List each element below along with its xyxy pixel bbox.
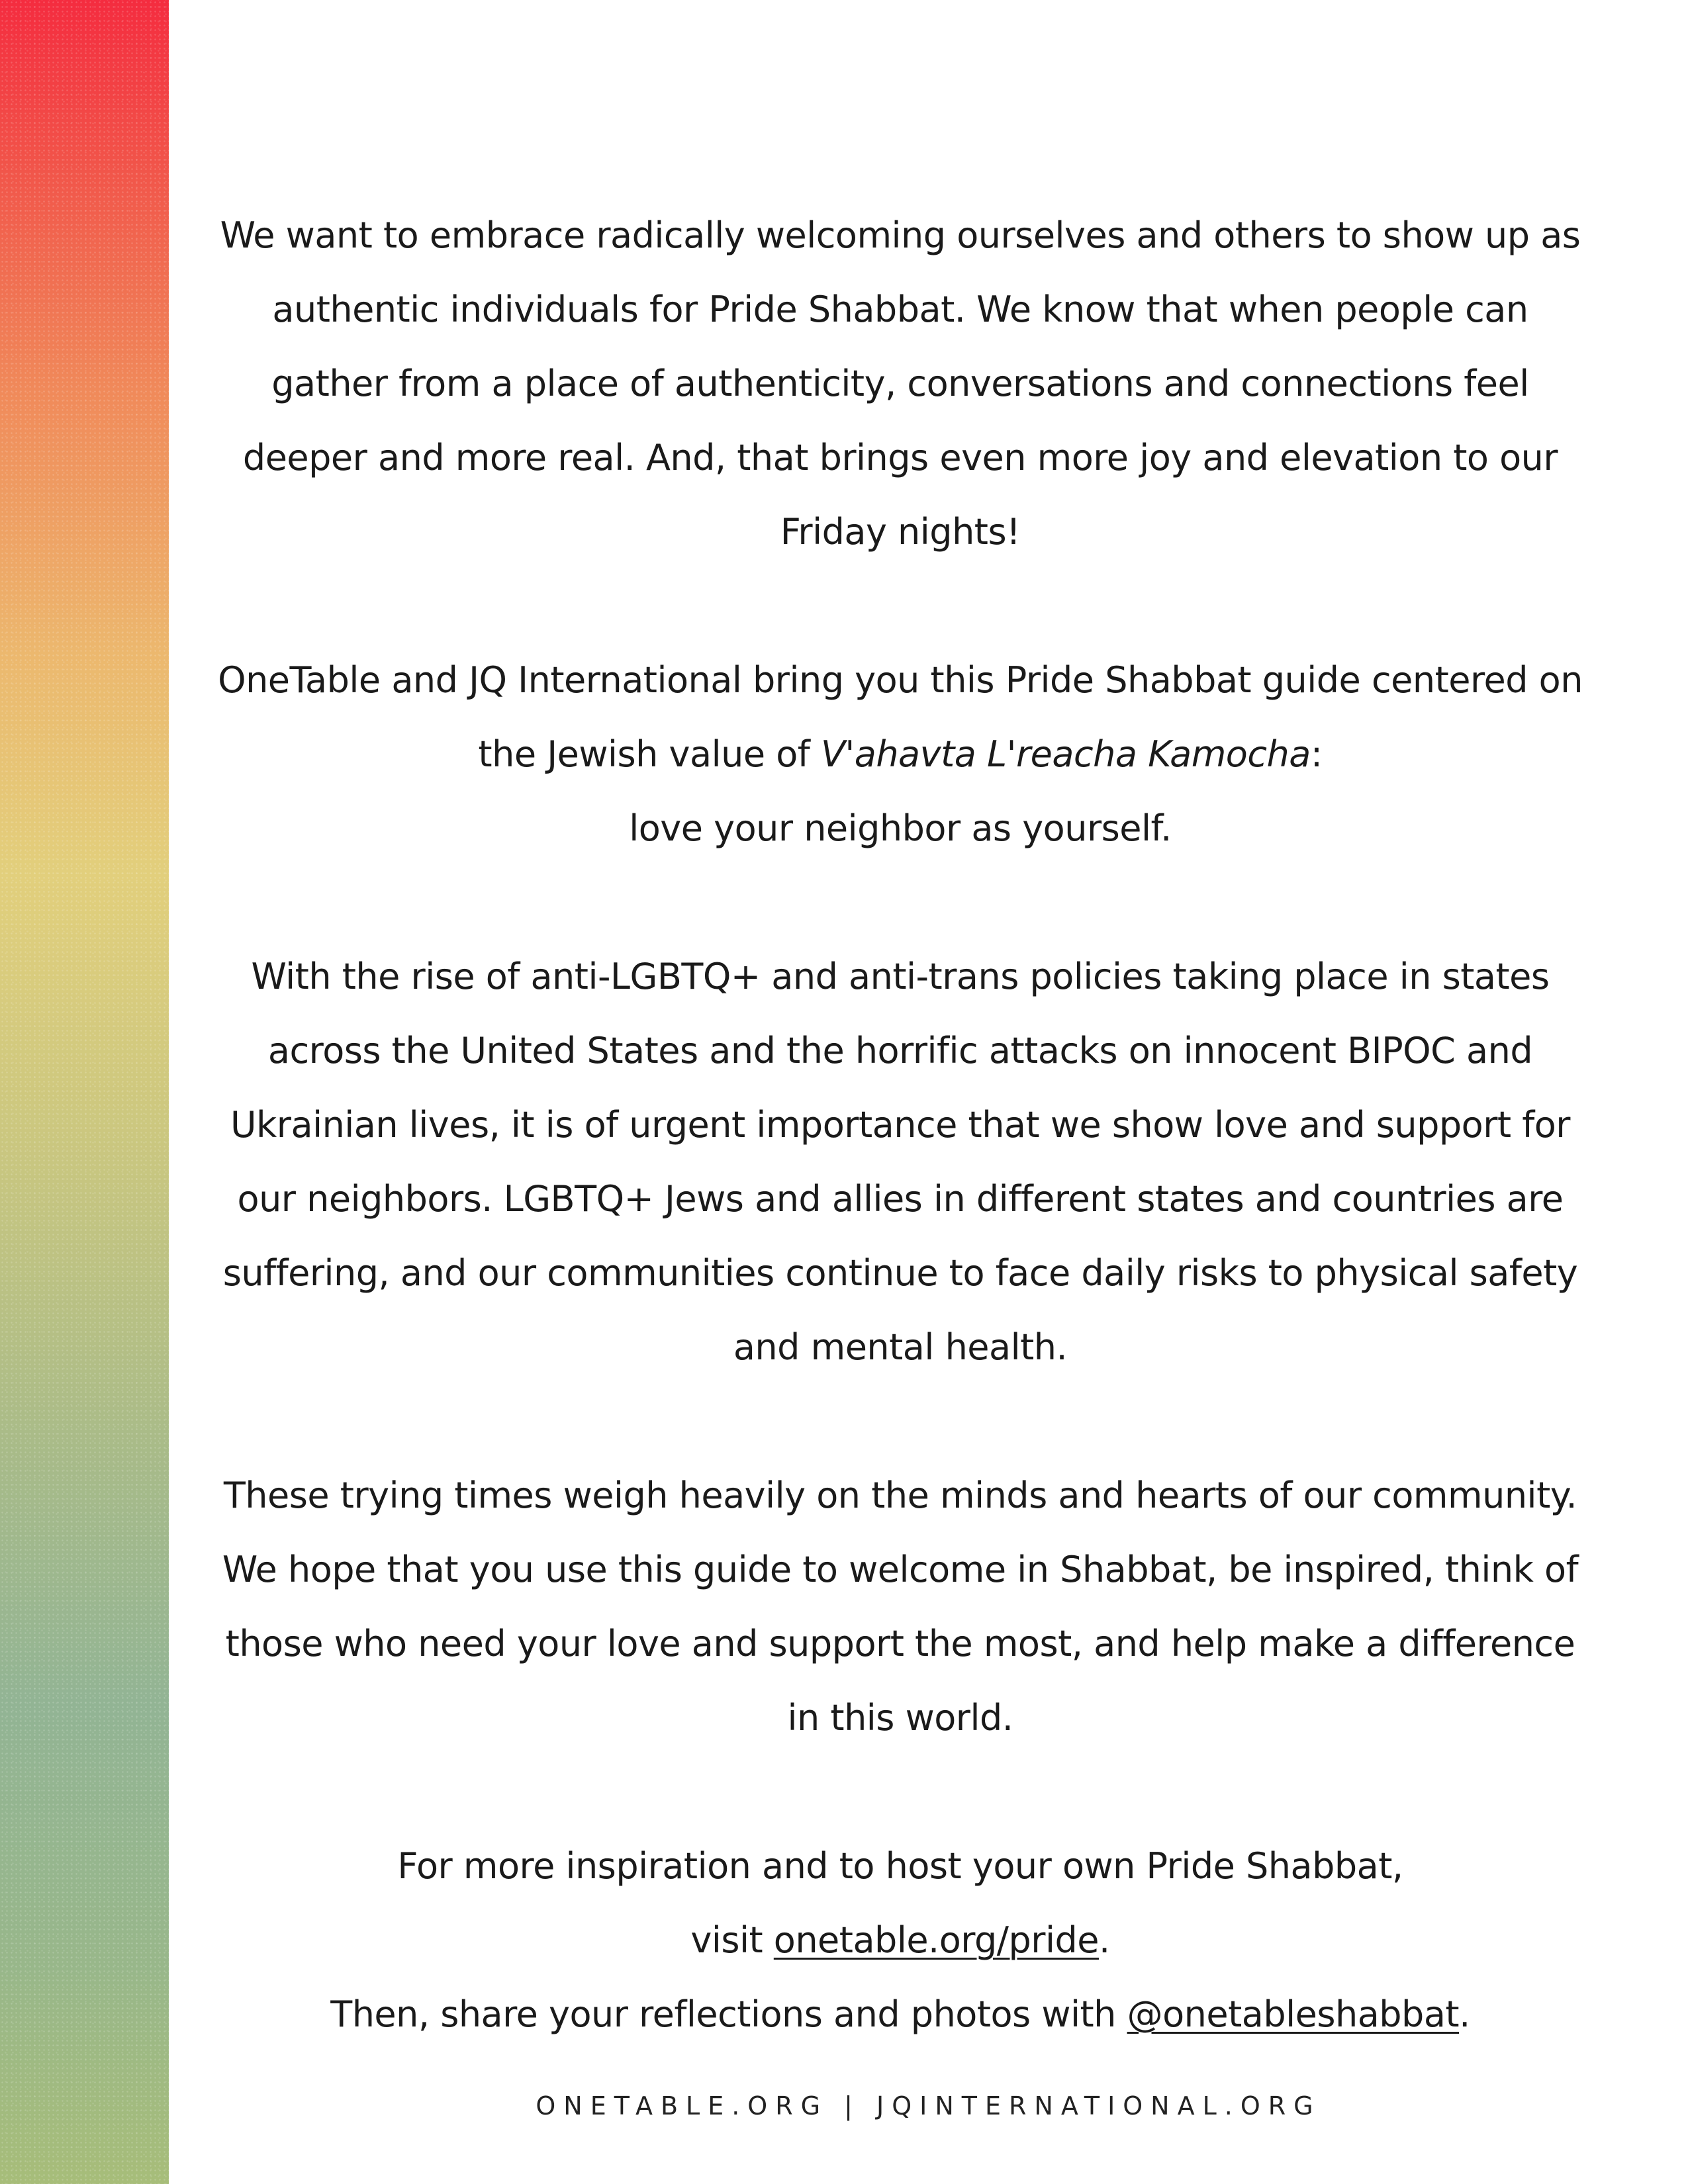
share-prefix: Then, share your reflections and photos with: [330, 1993, 1127, 2035]
guide-paragraph: [212, 643, 1589, 866]
closing-line-3: [212, 1978, 1589, 2052]
hope-paragraph: These trying times weigh heavily on the minds and hearts of our community. We hope that you use this guide to welcome in Shabbat, be inspired, think of those who need your love and support the most, and help make a difference in this world.: [222, 1475, 1579, 1739]
intro-paragraph: We want to embrace radically welcoming ourselves and others to show up as authentic individuals for Pride Shabbat. We know that when people can gather from a place of authenticity, conversations and connections feel deeper and more real. And, that brings even more joy and elevation to our Friday nights!: [220, 214, 1581, 553]
period-1: .: [1098, 1919, 1110, 1961]
value-translation: love your neighbor as yourself.: [629, 807, 1172, 849]
guide-text: OneTable and JQ International bring you this Pride Shabbat guide centered on the Jewish value of: [218, 659, 1583, 775]
footer-urls: ONETABLE.ORG | JQINTERNATIONAL.ORG: [536, 2091, 1321, 2120]
pride-link[interactable]: onetable.org/pride: [773, 1919, 1099, 1961]
closing-line-2: [212, 1903, 1589, 1978]
letter-body: [212, 199, 1589, 2052]
closing-line-1: For more inspiration and to host your own Pride Shabbat,: [397, 1845, 1403, 1887]
rainbow-gradient-sidebar: [0, 0, 169, 2184]
social-handle-link[interactable]: @onetableshabbat: [1127, 1993, 1460, 2035]
context-paragraph: With the rise of anti-LGBTQ+ and anti-trans policies taking place in states across the United States and the horrific attacks on innocent BIPOC and Ukrainian lives, it is of urgent importance that we show love and support for our neighbors. LGBTQ+ Jews and allies in different states and countries are suffering, and our communities continue to face daily risks to physical safety and mental health.: [222, 956, 1578, 1368]
visit-prefix: visit: [690, 1919, 774, 1961]
period-2: .: [1459, 1993, 1470, 2035]
closing-paragraph: [212, 1829, 1589, 2052]
guide-colon: :: [1310, 733, 1323, 775]
jewish-value-phrase: V'ahavta L'reacha Kamocha: [820, 733, 1311, 775]
